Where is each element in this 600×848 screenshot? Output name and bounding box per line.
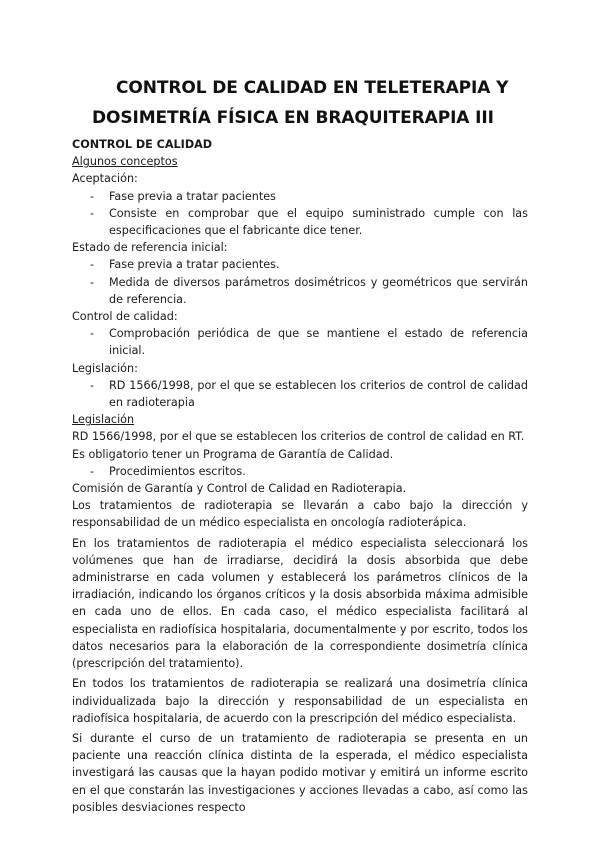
subheading-legislacion: Legislación — [72, 413, 135, 427]
legislacion-line-3: Comisión de Garantía y Control de Calidad en Radioterapia. — [72, 482, 407, 496]
bullet-text: RD 1566/1998, por el que se establecen los criterios de control de calidad en radioterapia — [109, 378, 528, 410]
subheading-conceptos: Algunos conceptos — [72, 155, 178, 169]
paragraph-4: Si durante el curso de un tratamiento de radioterapia se presenta en un paciente una reacción clínica distinta de la esperada, el médico especialista investigará las causas que la hayan podido motivar y emitirá un informe escrito en el que constarán las investigaciones y acciones llevadas a cabo, así como las posibles desviaciones respecto — [72, 731, 528, 814]
bullet-text: Consiste en comprobar que el equipo suministrado cumple con las especificaciones que el fabricante dice tener. — [109, 206, 528, 238]
concept-label-aceptacion: Aceptación: — [72, 172, 138, 186]
bullet-item: - Consiste en comprobar que el equipo suministrado cumple con las especificaciones que el fabricante dice tener. — [90, 206, 528, 238]
concept-label-control: Control de calidad: — [72, 310, 178, 324]
bullet-text: Comprobación periódica de que se mantiene el estado de referencia inicial. — [109, 327, 528, 358]
section-heading: CONTROL DE CALIDAD — [72, 138, 213, 151]
bullet-text: Fase previa a tratar pacientes. — [109, 258, 280, 272]
bullet-text: Medida de diversos parámetros dosimétricos y geométricos que servirán de referencia. — [109, 275, 528, 306]
bullet-text: Fase previa a tratar pacientes — [109, 189, 276, 203]
document-title-line-2: DOSIMETRÍA FÍSICA EN BRAQUITERAPIA III — [92, 108, 494, 128]
paragraph-3: En todos los tratamientos de radioterapia se realizará una dosimetría clínica individualizada bajo la dirección y responsabilidad de un especialista en radiofísica hospitalaria, de acuerdo con la prescripción del médico especialista. — [72, 677, 528, 725]
paragraph-1: Los tratamientos de radioterapia se llevarán a cabo bajo la dirección y responsabilidad de un médico especialista en oncología radioterápica. — [72, 499, 528, 530]
bullet-item: - Comprobación periódica de que se mantiene el estado de referencia inicial. — [90, 327, 528, 358]
legislacion-line-1: RD 1566/1998, por el que se establecen los criterios de control de calidad en RT. — [72, 430, 525, 444]
bullet-item: - Procedimientos escritos. — [90, 464, 246, 478]
bullet-item: - Fase previa a tratar pacientes — [90, 189, 276, 203]
bullet-text: Procedimientos escritos. — [109, 464, 246, 478]
bullet-item: - Medida de diversos parámetros dosimétricos y geométricos que servirán de referencia. — [90, 275, 528, 306]
concept-label-estado: Estado de referencia inicial: — [72, 241, 228, 255]
bullet-item: - RD 1566/1998, por el que se establecen los criterios de control de calidad en radioterapia — [90, 378, 528, 410]
concept-label-legislacion: Legislación: — [72, 361, 138, 375]
paragraph-2: En los tratamientos de radioterapia el médico especialista seleccionará los volúmenes que han de irradiarse, decidirá la dosis absorbida que debe administrarse en cada volumen y establecerá los parámetros clínicos de la irradiación, indicando los órganos críticos y la dosis absorbida máxima admisible en cada uno de ellos. En cada caso, el médico especialista facilitará al especialista en radiofísica hospitalaria, documentalmente y por escrito, todos los datos necesarios para la elaboración de la correspondiente dosimetría clínica (prescripción del tratamiento). — [72, 536, 528, 671]
document-body — [72, 136, 528, 816]
bullet-item: - Fase previa a tratar pacientes. — [90, 258, 280, 272]
document-title-line-1: CONTROL DE CALIDAD EN TELETERAPIA Y — [116, 78, 509, 98]
legislacion-line-2: Es obligatorio tener un Programa de Garantía de Calidad. — [72, 447, 394, 461]
